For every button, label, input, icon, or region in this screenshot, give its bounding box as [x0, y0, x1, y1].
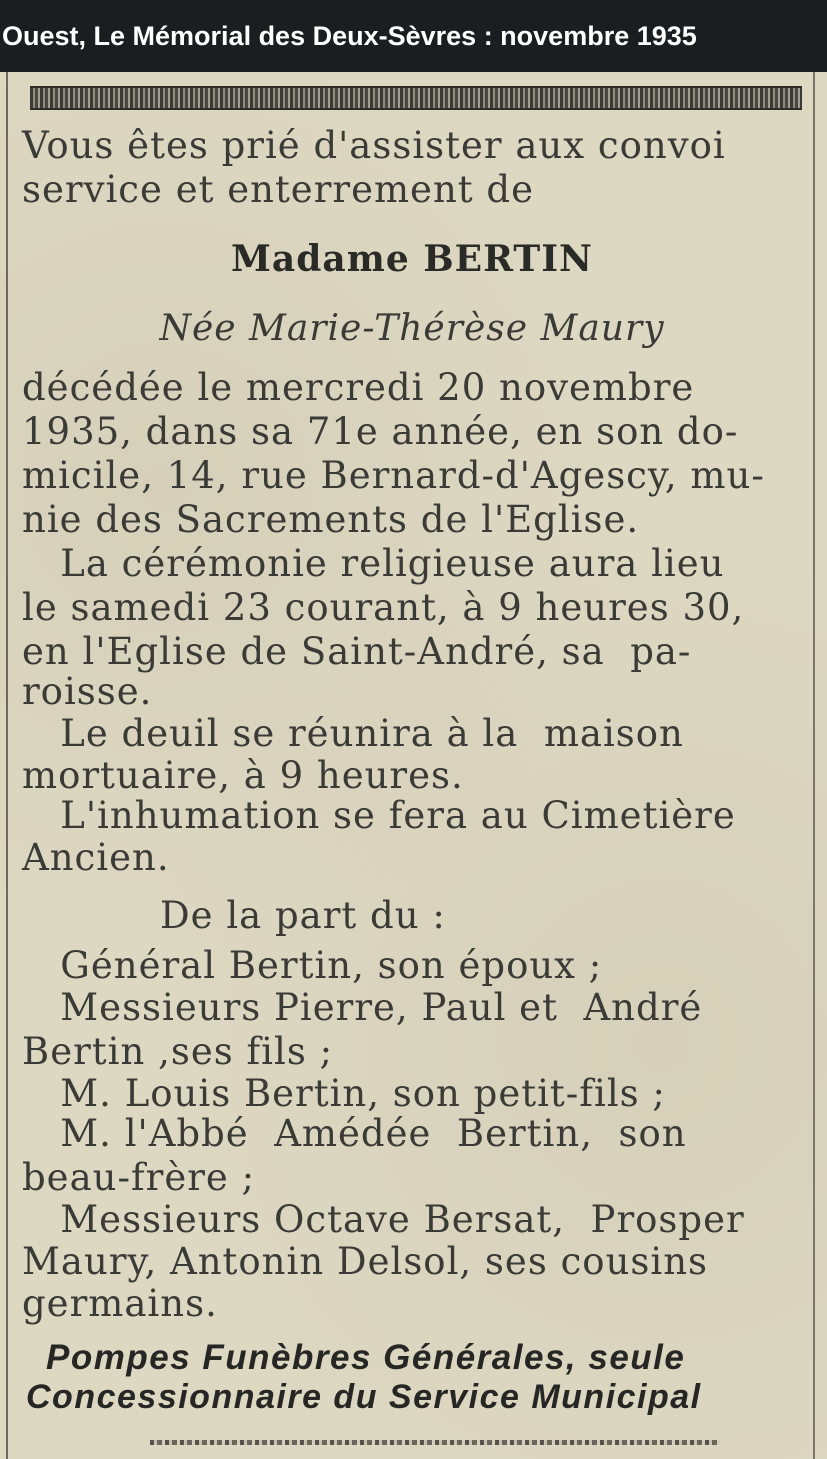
body-line-2: 1935, dans sa 71e année, en son do-	[22, 410, 739, 453]
body-line-3: micile, 14, rue Bernard-d'Agescy, mu-	[22, 454, 765, 497]
column-rule-right	[813, 72, 815, 1459]
intro-line-1: Vous êtes prié d'assister aux convoi	[22, 124, 726, 167]
body-line-4: nie des Sacrements de l'Eglise.	[22, 498, 640, 541]
body-line-5: La cérémonie religieuse aura lieu	[22, 542, 725, 585]
funeral-home-line-1: Pompes Funèbres Générales, seule	[46, 1338, 686, 1377]
birth-name: Née Marie-Thérèse Maury	[159, 308, 665, 349]
column-rule-left	[6, 72, 8, 1459]
body-line-10: mortuaire, à 9 heures.	[22, 754, 464, 797]
decorative-border-top	[30, 86, 802, 110]
family-line-1: Général Bertin, son époux ;	[22, 944, 603, 987]
family-line-2: Messieurs Pierre, Paul et André	[22, 986, 703, 1029]
family-line-9: germains.	[22, 1282, 218, 1325]
family-line-3: Bertin ,ses fils ;	[22, 1030, 334, 1073]
family-line-8: Maury, Antonin Delsol, ses cousins	[22, 1240, 709, 1283]
family-line-6: beau-frère ;	[22, 1156, 256, 1199]
body-line-12: Ancien.	[22, 836, 170, 879]
body-line-1: décédée le mercredi 20 novembre	[22, 366, 695, 409]
deceased-name: Madame BERTIN	[231, 238, 593, 280]
family-line-4: M. Louis Bertin, son petit-fils ;	[22, 1072, 666, 1115]
body-line-9: Le deuil se réunira à la maison	[22, 712, 684, 755]
family-line-5: M. l'Abbé Amédée Bertin, son	[22, 1112, 687, 1155]
intro-line-2: service et enterrement de	[22, 168, 534, 211]
body-line-8: roisse.	[22, 670, 153, 713]
newspaper-clipping	[0, 72, 827, 1459]
body-line-7: en l'Eglise de Saint-André, sa pa-	[22, 630, 692, 673]
decorative-border-bottom	[150, 1440, 720, 1445]
family-line-7: Messieurs Octave Bersat, Prosper	[22, 1198, 745, 1241]
window-title: Ouest, Le Mémorial des Deux-Sèvres : novembre 1935	[0, 0, 827, 72]
body-line-11: L'inhumation se fera au Cimetière	[22, 794, 736, 837]
de-la-part-heading: De la part du :	[160, 894, 446, 937]
funeral-home-line-2: Concessionnaire du Service Municipal	[26, 1378, 702, 1416]
body-line-6: le samedi 23 courant, à 9 heures 30,	[22, 586, 745, 629]
